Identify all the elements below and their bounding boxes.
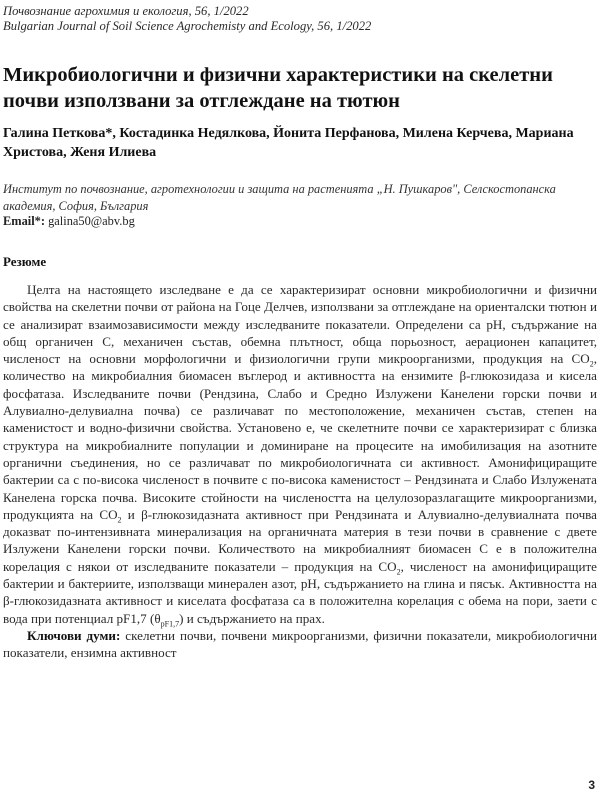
email-line [3,214,135,229]
journal-name-en: Bulgarian Journal of Soil Science Agrochemisty and Ecology, 56, 1/2022 [3,19,372,33]
keywords-label: Ключови думи: [27,627,121,643]
email-link[interactable]: galina50@abv.bg [48,214,135,228]
authors: Галина Петкова*, Костадинка Недялкова, Йонита Перфанова, Милена Керчева, Мариана Христова, Женя Илиева [3,126,574,160]
abstract-body [3,281,597,662]
abstract-heading: Резюме [3,254,47,269]
keywords-line [3,627,597,662]
keywords-text: скелетни почви, почвени микроорганизми, физични показатели, микробиологични показатели, ензимна активност [3,627,597,661]
email-label: Email*: [3,214,45,228]
article-title: Микробиологични и физични характеристики на скелетни почви използвани за отглеждане на тютюн [3,64,553,112]
page-number: 3 [588,778,595,792]
journal-name-bg: Почвознание агрохимия и екология, 56, 1/2022 [3,4,249,18]
abstract-paragraph: Целта на настоящето изследване е да се характеризират основни микробиологични и физични свойства на скелетни почви от района на Гоце Делчев, използвани за отглеждане на ориенталски тютюн и се анализират взаимозависимости между изследваните показатели. Определени са pH, съдържание на общ органичен С, механичен състав, обемна плътност, обща порьозност, аерационен капацитет, численост на основни морфологични и физиологични групи микроорганизми, продукция на $CO_2$, количество на микробиалния биомасен въглерод и активността на ензимите β-глюкозидаза и кисела фосфатаза. Изследваните почви (Рендзина, Слабо и Средно Излужени Канелени горски почви и Алувиално-делувиална почва) се различават по местоположение, механичен състав, степен на каменистост и водно-физични свойства. Установено е, че скелетните почви се характеризират с близка структура на микробиалните популации и доминиране на процесите на имобилизация на азотните органични съединения, но се различават по микробиологичната си активност. Амонифициращите бактерии са с по-висока численост в почвите с по-висока каменистост – Рендзината и Слабо Излужената Канелена горска почва. Високите стойности на числеността на целулозоразлагащите микроорганизми, продукцията на $CO_2$ и β-глюкозидазната активност при Рендзината и Алувиално-делувиалната почва доказват по-интензивната минерализация на органичната материя в тези почви в сравнение с двете Излужени Канелени горски почви. Количеството на микробиалният биомасен С е в положителна корелация с някои от изследваните показатели – продукция на $CO_2$, численост на амонифициращите бактерии и бактериите, използващи минерален азот, pH, съдържанието на глина и пясък. Активността на β-глюкозидазната активност и киселата фосфатаза са в положителна корелация с обема на пори, заети с вода при потенциал pF1,7 $(\theta_{pF1,7})$ и съдържанието на прах. [3,282,597,629]
affiliation: Институт по почвознание, агротехнологии и защита на растенията „Н. Пушкаров", Селскостопанска академия, София, България [3,182,556,213]
